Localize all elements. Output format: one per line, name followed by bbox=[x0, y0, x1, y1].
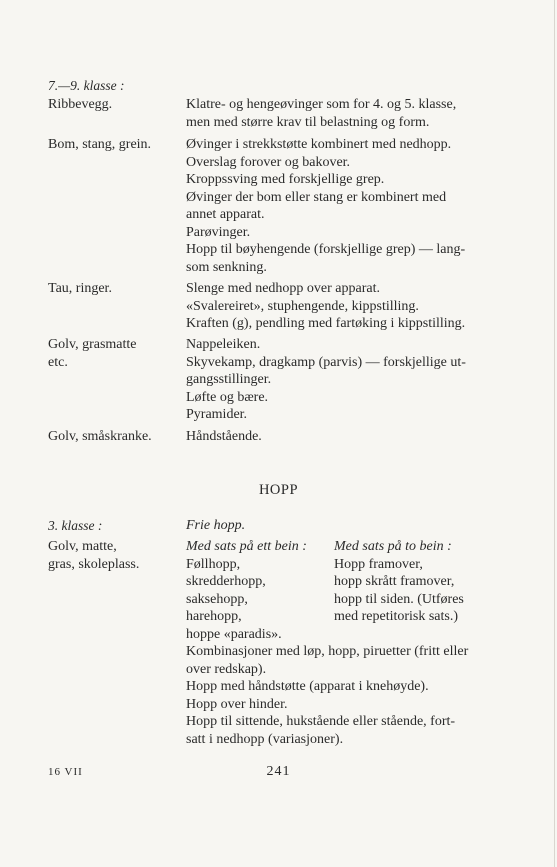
exercise-list: Nappeleiken. Skyvekamp, dragkamp (parvis) — forskjellige ut- gangsstillinger. Løfte og bære. Pyramider. bbox=[186, 337, 466, 422]
exercise-list: Øvinger i strekkstøtte kombinert med nedhopp. Overslag forover og bakover. Kroppssving med forskjellige grep. Øvinger der bom eller stang er kombinert med annet apparat. Parøvinger. Hopp til bøyhengende (forskjellige grep) — lang- som senkning. bbox=[186, 137, 466, 275]
hopp-intro: Frie hopp. bbox=[186, 518, 246, 533]
equipment-label: Golv, småskranke. bbox=[48, 429, 152, 444]
signature-mark: 16 VII bbox=[48, 766, 83, 778]
section-title: HOPP bbox=[258, 482, 299, 498]
exercise-list: Slenge med nedhopp over apparat. «Svalereiret», stuphengende, kippstilling. Kraften (g), pendling med fartøking i kippstilling. bbox=[186, 281, 466, 331]
hopp-rest-list: Kombinasjoner med løp, hopp, piruetter (fritt eller over redskap). Hopp med håndstøtte (apparat i knehøyde). Hopp over hinder. Hopp til sittende, hukstående eller stående, fort- satt i nedhopp (variasjoner). bbox=[186, 644, 469, 747]
exercise-list: Klatre- og hengeøvinger som for 4. og 5. klasse, men med større krav til belastning og form. bbox=[186, 97, 457, 130]
equipment-label: Ribbevegg. bbox=[48, 97, 113, 112]
page-edge bbox=[554, 0, 555, 867]
equipment-label: Golv, matte, gras, skoleplass. bbox=[48, 539, 140, 572]
exercise-list: Håndstående. bbox=[186, 429, 262, 444]
equipment-label: Golv, grasmatte etc. bbox=[48, 337, 137, 370]
col-one-leg: Med sats på ett bein : Føllhopp, skredderhopp, saksehopp, harehopp, hoppe «paradis». bbox=[186, 539, 307, 642]
equipment-label: Bom, stang, grein. bbox=[48, 137, 152, 152]
col-two-legs: Med sats på to bein : Hopp framover, hopp skrått framover, hopp til siden. (Utføres med repetitorisk sats.) bbox=[334, 539, 464, 624]
class-label-7-9: 7.—9. klasse : bbox=[48, 78, 125, 93]
page-number: 241 bbox=[266, 764, 291, 779]
equipment-label: Tau, ringer. bbox=[48, 281, 112, 296]
class-label-3: 3. klasse : bbox=[48, 518, 103, 533]
